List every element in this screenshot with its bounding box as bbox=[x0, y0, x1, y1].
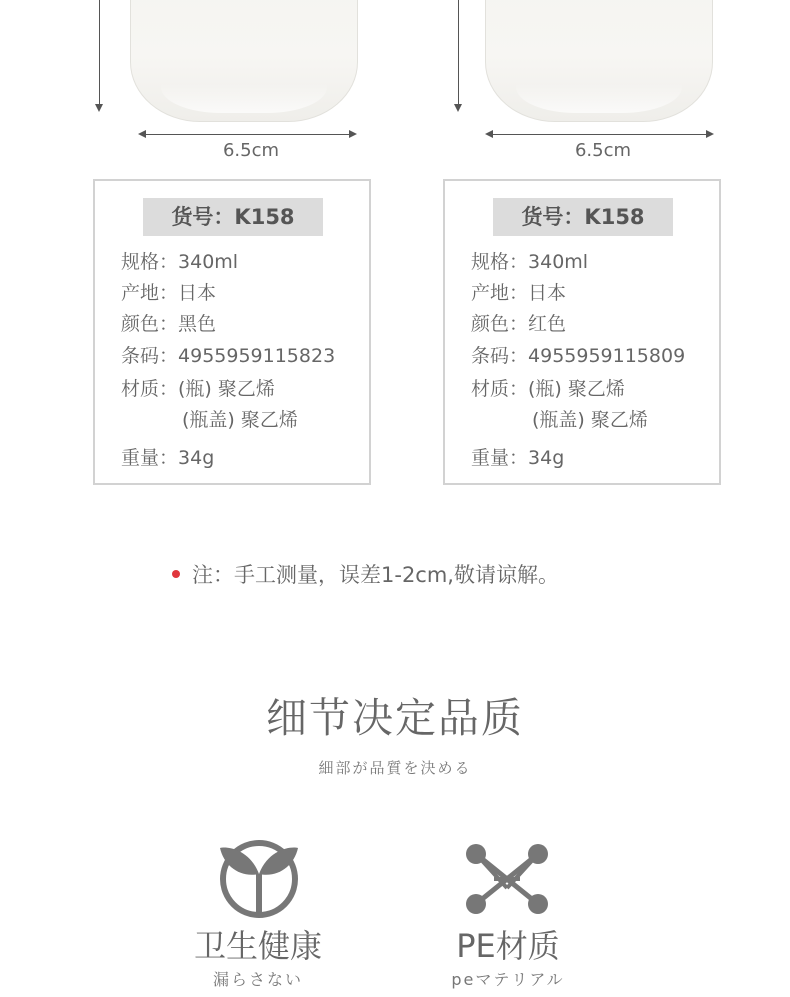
sprout-icon bbox=[218, 838, 300, 920]
spec-key: 材质： bbox=[121, 378, 179, 400]
spec-key: 颜色： bbox=[471, 313, 529, 335]
height-dimension-line-left bbox=[99, 0, 100, 104]
feature-pe-material bbox=[408, 830, 608, 997]
spec-row-size bbox=[121, 249, 238, 275]
bottle-image-left bbox=[130, 0, 358, 122]
spec-key: 重量： bbox=[121, 447, 179, 469]
spec-value: (瓶盖) 聚乙烯 bbox=[532, 409, 648, 431]
spec-row-origin bbox=[471, 280, 566, 306]
spec-value: 340ml bbox=[178, 251, 239, 273]
spec-value: (瓶盖) 聚乙烯 bbox=[182, 409, 298, 431]
spec-row-material-cap bbox=[182, 407, 298, 433]
spec-value: 340ml bbox=[528, 251, 589, 273]
spec-key: 规格： bbox=[471, 251, 529, 273]
spec-key: 条码： bbox=[121, 345, 179, 367]
spec-row-weight bbox=[121, 445, 214, 471]
spec-key: 规格： bbox=[121, 251, 179, 273]
spec-row-color bbox=[121, 311, 216, 337]
spec-value: (瓶) 聚乙烯 bbox=[178, 378, 275, 400]
spec-key: 颜色： bbox=[121, 313, 179, 335]
spec-card-left bbox=[93, 179, 371, 485]
width-label-right: 6.5cm bbox=[574, 140, 632, 161]
spec-row-color bbox=[471, 311, 566, 337]
spec-value: 34g bbox=[528, 447, 565, 469]
feature-subtitle: 漏らさない bbox=[212, 970, 303, 989]
width-label-left: 6.5cm bbox=[222, 140, 280, 161]
spec-key: 材质： bbox=[471, 378, 529, 400]
note-text: 注：手工测量，误差1-2cm,敬请谅解。 bbox=[192, 563, 559, 587]
spec-key: 重量： bbox=[471, 447, 529, 469]
feature-title: PE材质 bbox=[456, 927, 560, 965]
spec-value: 黑色 bbox=[178, 313, 217, 335]
height-dimension-line-right bbox=[458, 0, 459, 104]
width-dimension-line-left bbox=[144, 134, 350, 135]
spec-key: 条码： bbox=[471, 345, 529, 367]
measurement-note bbox=[172, 560, 559, 590]
spec-key: 产地： bbox=[471, 282, 529, 304]
feature-hygiene bbox=[158, 830, 358, 997]
spec-value: 日本 bbox=[178, 282, 217, 304]
arrow-right-icon bbox=[349, 130, 357, 138]
spec-value: (瓶) 聚乙烯 bbox=[528, 378, 625, 400]
feature-title: 卫生健康 bbox=[193, 927, 322, 965]
molecule-icon bbox=[464, 842, 550, 916]
width-dimension-line-right bbox=[491, 134, 707, 135]
spec-row-origin bbox=[121, 280, 216, 306]
bottle-image-right bbox=[485, 0, 713, 122]
item-number: 货号：K158 bbox=[493, 198, 673, 236]
item-number: 货号：K158 bbox=[143, 198, 323, 236]
spec-row-barcode bbox=[471, 343, 685, 369]
arrow-down-icon bbox=[95, 104, 103, 112]
spec-row-material bbox=[471, 376, 625, 402]
spec-value: 4955959115809 bbox=[528, 345, 686, 367]
arrow-down-icon bbox=[454, 104, 462, 112]
spec-row-material-cap bbox=[532, 407, 648, 433]
spec-key: 产地： bbox=[121, 282, 179, 304]
arrow-right-icon bbox=[706, 130, 714, 138]
spec-value: 日本 bbox=[528, 282, 567, 304]
spec-row-material bbox=[121, 376, 275, 402]
section-title: 细节决定品质 bbox=[266, 694, 524, 742]
section-subtitle: 細部が品質を決める bbox=[318, 759, 472, 777]
spec-row-size bbox=[471, 249, 588, 275]
spec-row-weight bbox=[471, 445, 564, 471]
feature-subtitle: peマテリアル bbox=[451, 970, 565, 989]
spec-row-barcode bbox=[121, 343, 335, 369]
spec-value: 34g bbox=[178, 447, 215, 469]
spec-value: 4955959115823 bbox=[178, 345, 336, 367]
bullet-dot-icon bbox=[172, 570, 180, 578]
spec-value: 红色 bbox=[528, 313, 567, 335]
spec-card-right bbox=[443, 179, 721, 485]
